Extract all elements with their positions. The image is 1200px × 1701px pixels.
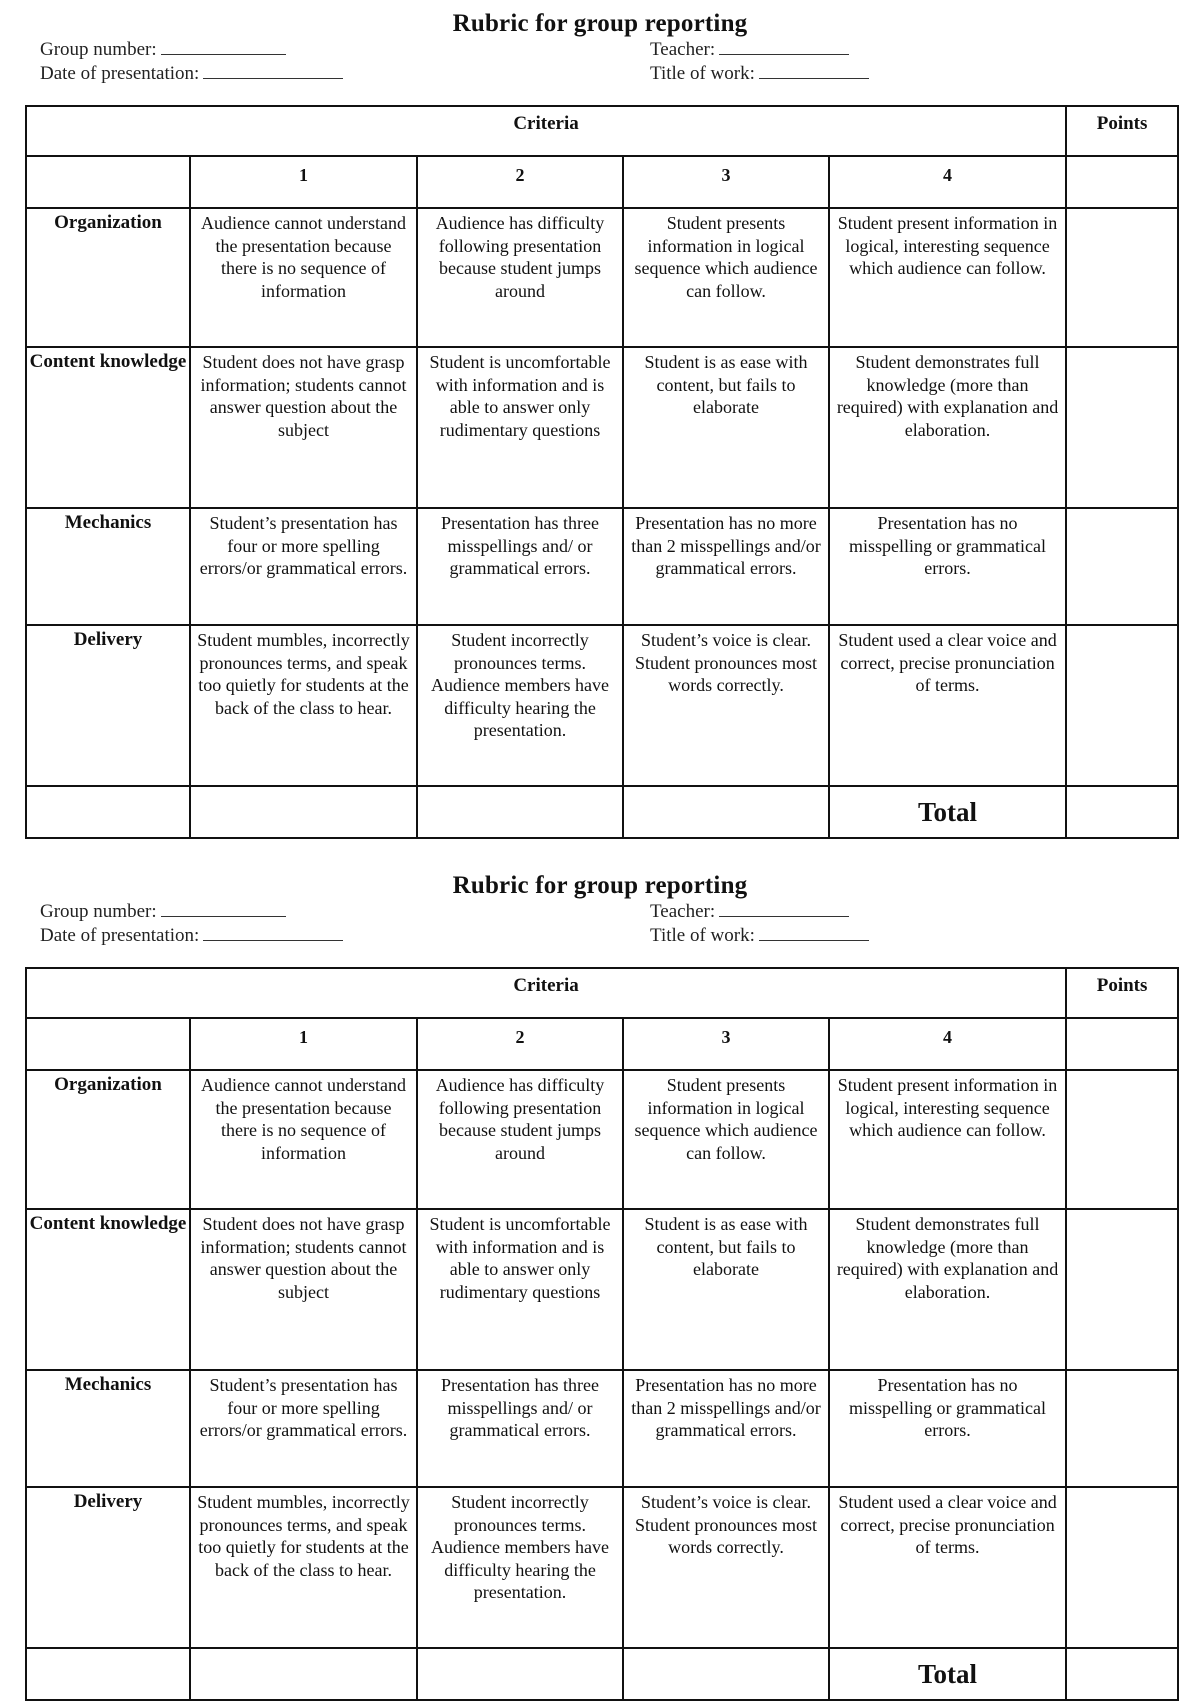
- criterion-label: Mechanics: [26, 508, 190, 625]
- points-cell[interactable]: [1066, 208, 1178, 347]
- title-of-work-label: Title of work:: [650, 63, 755, 84]
- points-cell[interactable]: [1066, 625, 1178, 786]
- criterion-label: Delivery: [26, 625, 190, 786]
- date-field: [40, 924, 343, 948]
- descriptor-cell: Student’s voice is clear. Student pronounces most words correctly.: [623, 625, 829, 786]
- descriptor-cell: Student present information in logical, interesting sequence which audience can follow.: [829, 1070, 1066, 1209]
- descriptor-cell: Presentation has three misspellings and/ or grammatical errors.: [417, 1370, 623, 1487]
- criteria-header: Criteria: [26, 106, 1066, 156]
- descriptor-cell: Student does not have grasp information; students cannot answer question about the subject: [190, 1209, 417, 1370]
- rubric-table: [25, 105, 1179, 839]
- criterion-label: Organization: [26, 208, 190, 347]
- points-cell[interactable]: [1066, 347, 1178, 508]
- table-row: [26, 1487, 1178, 1648]
- total-label: Total: [829, 1648, 1066, 1700]
- points-cell[interactable]: [1066, 1018, 1178, 1070]
- points-cell[interactable]: [1066, 1209, 1178, 1370]
- total-label: Total: [829, 786, 1066, 838]
- descriptor-cell: Audience has difficulty following presentation because student jumps around: [417, 208, 623, 347]
- teacher-field: [650, 38, 869, 62]
- date-blank[interactable]: [203, 62, 343, 79]
- descriptor-cell: Audience cannot understand the presentation because there is no sequence of information: [190, 1070, 417, 1209]
- points-cell[interactable]: [1066, 1487, 1178, 1648]
- descriptor-cell: Student is as ease with content, but fails to elaborate: [623, 347, 829, 508]
- level-1-header: 1: [190, 156, 417, 208]
- descriptor-cell: Presentation has no more than 2 misspellings and/or grammatical errors.: [623, 508, 829, 625]
- level-1-header: 1: [190, 1018, 417, 1070]
- empty-cell: [190, 786, 417, 838]
- meta-right: [650, 900, 869, 948]
- group-number-blank[interactable]: [161, 38, 286, 55]
- table-header-row: [26, 106, 1178, 156]
- level-2-header: 2: [417, 156, 623, 208]
- table-header-row: [26, 968, 1178, 1018]
- table-row: [26, 347, 1178, 508]
- meta-left: [40, 38, 343, 86]
- teacher-label: Teacher:: [650, 901, 716, 922]
- title-of-work-blank[interactable]: [759, 62, 869, 79]
- descriptor-cell: Audience has difficulty following presentation because student jumps around: [417, 1070, 623, 1209]
- empty-cell: [623, 1648, 829, 1700]
- group-number-field: [40, 900, 343, 924]
- teacher-label: Teacher:: [650, 39, 716, 60]
- criterion-label: Delivery: [26, 1487, 190, 1648]
- total-row: [26, 1648, 1178, 1700]
- descriptor-cell: Student is as ease with content, but fails to elaborate: [623, 1209, 829, 1370]
- date-label: Date of presentation:: [40, 925, 200, 946]
- empty-cell: [190, 1648, 417, 1700]
- group-number-field: [40, 38, 343, 62]
- descriptor-cell: Student’s presentation has four or more spelling errors/or grammatical errors.: [190, 508, 417, 625]
- meta-left: [40, 900, 343, 948]
- empty-cell: [26, 1018, 190, 1070]
- descriptor-cell: Student present information in logical, interesting sequence which audience can follow.: [829, 208, 1066, 347]
- levels-row: [26, 156, 1178, 208]
- criterion-label: Content knowledge: [26, 1209, 190, 1370]
- empty-cell: [26, 156, 190, 208]
- descriptor-cell: Student does not have grasp information; students cannot answer question about the subject: [190, 347, 417, 508]
- criterion-label: Mechanics: [26, 1370, 190, 1487]
- descriptor-cell: Presentation has no more than 2 misspellings and/or grammatical errors.: [623, 1370, 829, 1487]
- empty-cell: [26, 1648, 190, 1700]
- descriptor-cell: Student’s voice is clear. Student pronounces most words correctly.: [623, 1487, 829, 1648]
- empty-cell: [26, 786, 190, 838]
- rubric-table: [25, 967, 1179, 1701]
- criteria-header: Criteria: [26, 968, 1066, 1018]
- total-points-cell[interactable]: [1066, 786, 1178, 838]
- group-number-label: Group number:: [40, 901, 157, 922]
- title-of-work-blank[interactable]: [759, 924, 869, 941]
- table-row: [26, 508, 1178, 625]
- title-of-work-field: [650, 62, 869, 86]
- empty-cell: [417, 1648, 623, 1700]
- descriptor-cell: Student demonstrates full knowledge (more than required) with explanation and elaboration.: [829, 347, 1066, 508]
- group-number-blank[interactable]: [161, 900, 286, 917]
- points-cell[interactable]: [1066, 508, 1178, 625]
- points-cell[interactable]: [1066, 1370, 1178, 1487]
- rubric-title: Rubric for group reporting: [452, 10, 748, 37]
- group-number-label: Group number:: [40, 39, 157, 60]
- table-row: [26, 1370, 1178, 1487]
- descriptor-cell: Student’s presentation has four or more spelling errors/or grammatical errors.: [190, 1370, 417, 1487]
- title-of-work-field: [650, 924, 869, 948]
- total-points-cell[interactable]: [1066, 1648, 1178, 1700]
- criterion-label: Organization: [26, 1070, 190, 1209]
- descriptor-cell: Audience cannot understand the presentation because there is no sequence of information: [190, 208, 417, 347]
- table-row: [26, 1209, 1178, 1370]
- points-cell[interactable]: [1066, 1070, 1178, 1209]
- descriptor-cell: Student mumbles, incorrectly pronounces terms, and speak too quietly for students at the back of the class to hear.: [190, 625, 417, 786]
- rubric-title: Rubric for group reporting: [452, 872, 748, 899]
- descriptor-cell: Student is uncomfortable with information and is able to answer only rudimentary questions: [417, 347, 623, 508]
- level-3-header: 3: [623, 1018, 829, 1070]
- teacher-blank[interactable]: [719, 38, 849, 55]
- descriptor-cell: Presentation has no misspelling or grammatical errors.: [829, 508, 1066, 625]
- points-header: Points: [1066, 106, 1178, 156]
- descriptor-cell: Student used a clear voice and correct, precise pronunciation of terms.: [829, 1487, 1066, 1648]
- teacher-blank[interactable]: [719, 900, 849, 917]
- level-4-header: 4: [829, 1018, 1066, 1070]
- descriptor-cell: Presentation has three misspellings and/ or grammatical errors.: [417, 508, 623, 625]
- total-row: [26, 786, 1178, 838]
- level-4-header: 4: [829, 156, 1066, 208]
- points-cell[interactable]: [1066, 156, 1178, 208]
- levels-row: [26, 1018, 1178, 1070]
- teacher-field: [650, 900, 869, 924]
- criterion-label: Content knowledge: [26, 347, 190, 508]
- level-3-header: 3: [623, 156, 829, 208]
- descriptor-cell: Presentation has no misspelling or grammatical errors.: [829, 1370, 1066, 1487]
- descriptor-cell: Student demonstrates full knowledge (more than required) with explanation and elaboration.: [829, 1209, 1066, 1370]
- descriptor-cell: Student presents information in logical sequence which audience can follow.: [623, 1070, 829, 1209]
- date-field: [40, 62, 343, 86]
- descriptor-cell: Student is uncomfortable with information and is able to answer only rudimentary questions: [417, 1209, 623, 1370]
- title-of-work-label: Title of work:: [650, 925, 755, 946]
- table-row: [26, 208, 1178, 347]
- descriptor-cell: Student mumbles, incorrectly pronounces terms, and speak too quietly for students at the back of the class to hear.: [190, 1487, 417, 1648]
- empty-cell: [417, 786, 623, 838]
- date-blank[interactable]: [203, 924, 343, 941]
- descriptor-cell: Student incorrectly pronounces terms. Audience members have difficulty hearing the presentation.: [417, 1487, 623, 1648]
- level-2-header: 2: [417, 1018, 623, 1070]
- meta-right: [650, 38, 869, 86]
- descriptor-cell: Student incorrectly pronounces terms. Audience members have difficulty hearing the presentation.: [417, 625, 623, 786]
- points-header: Points: [1066, 968, 1178, 1018]
- empty-cell: [623, 786, 829, 838]
- descriptor-cell: Student used a clear voice and correct, precise pronunciation of terms.: [829, 625, 1066, 786]
- date-label: Date of presentation:: [40, 63, 200, 84]
- table-row: [26, 625, 1178, 786]
- table-row: [26, 1070, 1178, 1209]
- descriptor-cell: Student presents information in logical sequence which audience can follow.: [623, 208, 829, 347]
